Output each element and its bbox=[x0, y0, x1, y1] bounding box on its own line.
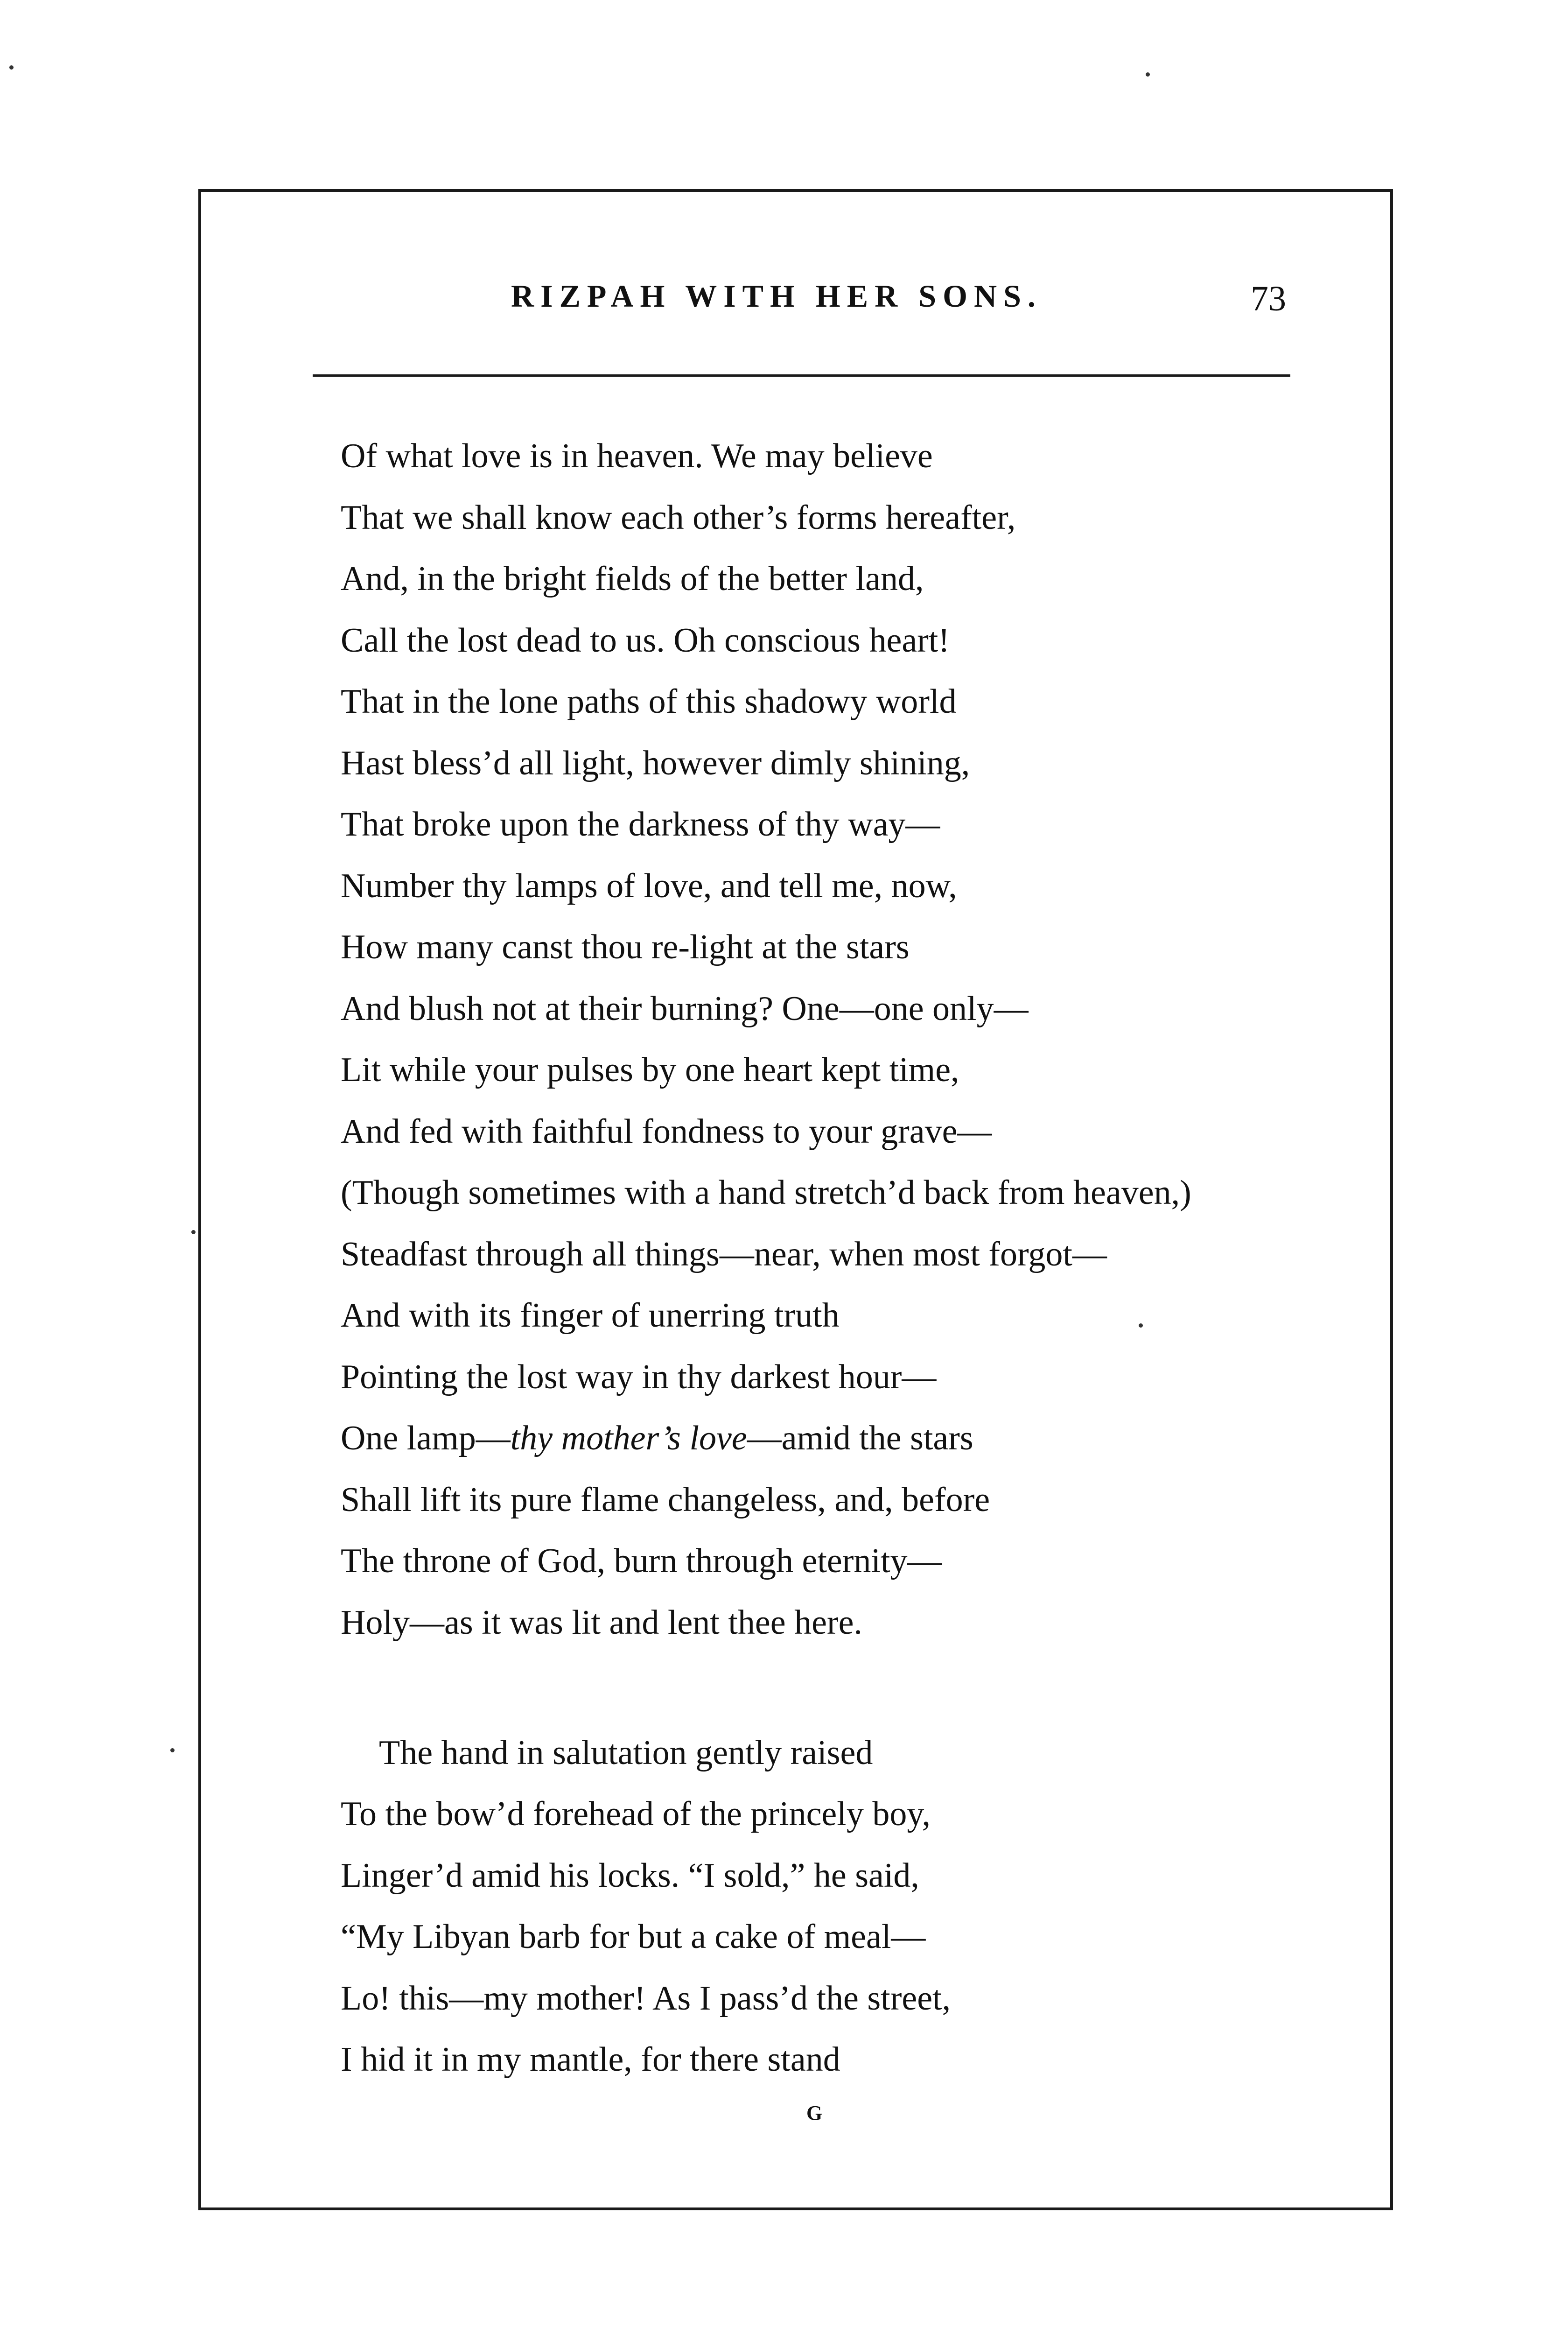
verse-line: Lo! this—my mother! As I pass’d the street, bbox=[341, 1979, 951, 2018]
verse-line: The throne of God, burn through eternity— bbox=[341, 1542, 942, 1580]
verse-line: That in the lone paths of this shadowy world bbox=[341, 682, 957, 721]
verse-line-italic-phrase bbox=[341, 1421, 973, 1455]
verse-line: (Though sometimes with a hand stretch’d back from heaven,) bbox=[341, 1174, 1191, 1212]
verse-line: Of what love is in heaven. We may believe bbox=[341, 437, 933, 475]
verse-line: The hand in salutation gently raised bbox=[379, 1734, 873, 1772]
italic-phrase: thy mother’s love bbox=[510, 1419, 747, 1457]
paper-speck bbox=[1146, 72, 1150, 77]
line-end: —amid the stars bbox=[747, 1419, 973, 1457]
paper-speck bbox=[1139, 1323, 1143, 1328]
verse-line: Pointing the lost way in thy darkest hour— bbox=[341, 1358, 937, 1396]
running-title: RIZPAH WITH HER SONS. bbox=[511, 278, 1042, 314]
verse-line: I hid it in my mantle, for there stand bbox=[341, 2040, 840, 2079]
verse-line: Shall lift its pure flame changeless, and, before bbox=[341, 1481, 990, 1519]
verse-line: Steadfast through all things—near, when most forgot— bbox=[341, 1235, 1107, 1273]
verse-line: And with its finger of unerring truth bbox=[341, 1296, 840, 1335]
verse-line: Call the lost dead to us. Oh conscious heart! bbox=[341, 621, 950, 660]
verse-line: That we shall know each other’s forms hereafter, bbox=[341, 499, 1016, 537]
verse-line: Number thy lamps of love, and tell me, now, bbox=[341, 867, 957, 905]
paper-speck bbox=[170, 1748, 175, 1752]
verse-line: And, in the bright fields of the better land, bbox=[341, 560, 924, 598]
page-number: 73 bbox=[1251, 279, 1286, 318]
verse-line: How many canst thou re-light at the stars bbox=[341, 928, 910, 966]
verse-line: To the bow’d forehead of the princely boy, bbox=[341, 1795, 931, 1833]
verse-line: Lit while your pulses by one heart kept time, bbox=[341, 1051, 959, 1089]
verse-line: Linger’d amid his locks. “I sold,” he said, bbox=[341, 1856, 919, 1895]
paper-speck bbox=[191, 1230, 196, 1234]
verse-line: That broke upon the darkness of thy way— bbox=[341, 805, 940, 844]
paper-speck bbox=[9, 65, 14, 70]
printer-signature: G bbox=[806, 2102, 823, 2124]
verse-line: “My Libyan barb for but a cake of meal— bbox=[341, 1918, 926, 1956]
verse-line: Hast bless’d all light, however dimly shining, bbox=[341, 744, 970, 782]
verse-line: And fed with faithful fondness to your grave— bbox=[341, 1112, 992, 1151]
verse-line: Holy—as it was lit and lent thee here. bbox=[341, 1603, 862, 1642]
line-start: One lamp— bbox=[341, 1419, 511, 1457]
verse-line: And blush not at their burning? One—one only— bbox=[341, 990, 1029, 1028]
